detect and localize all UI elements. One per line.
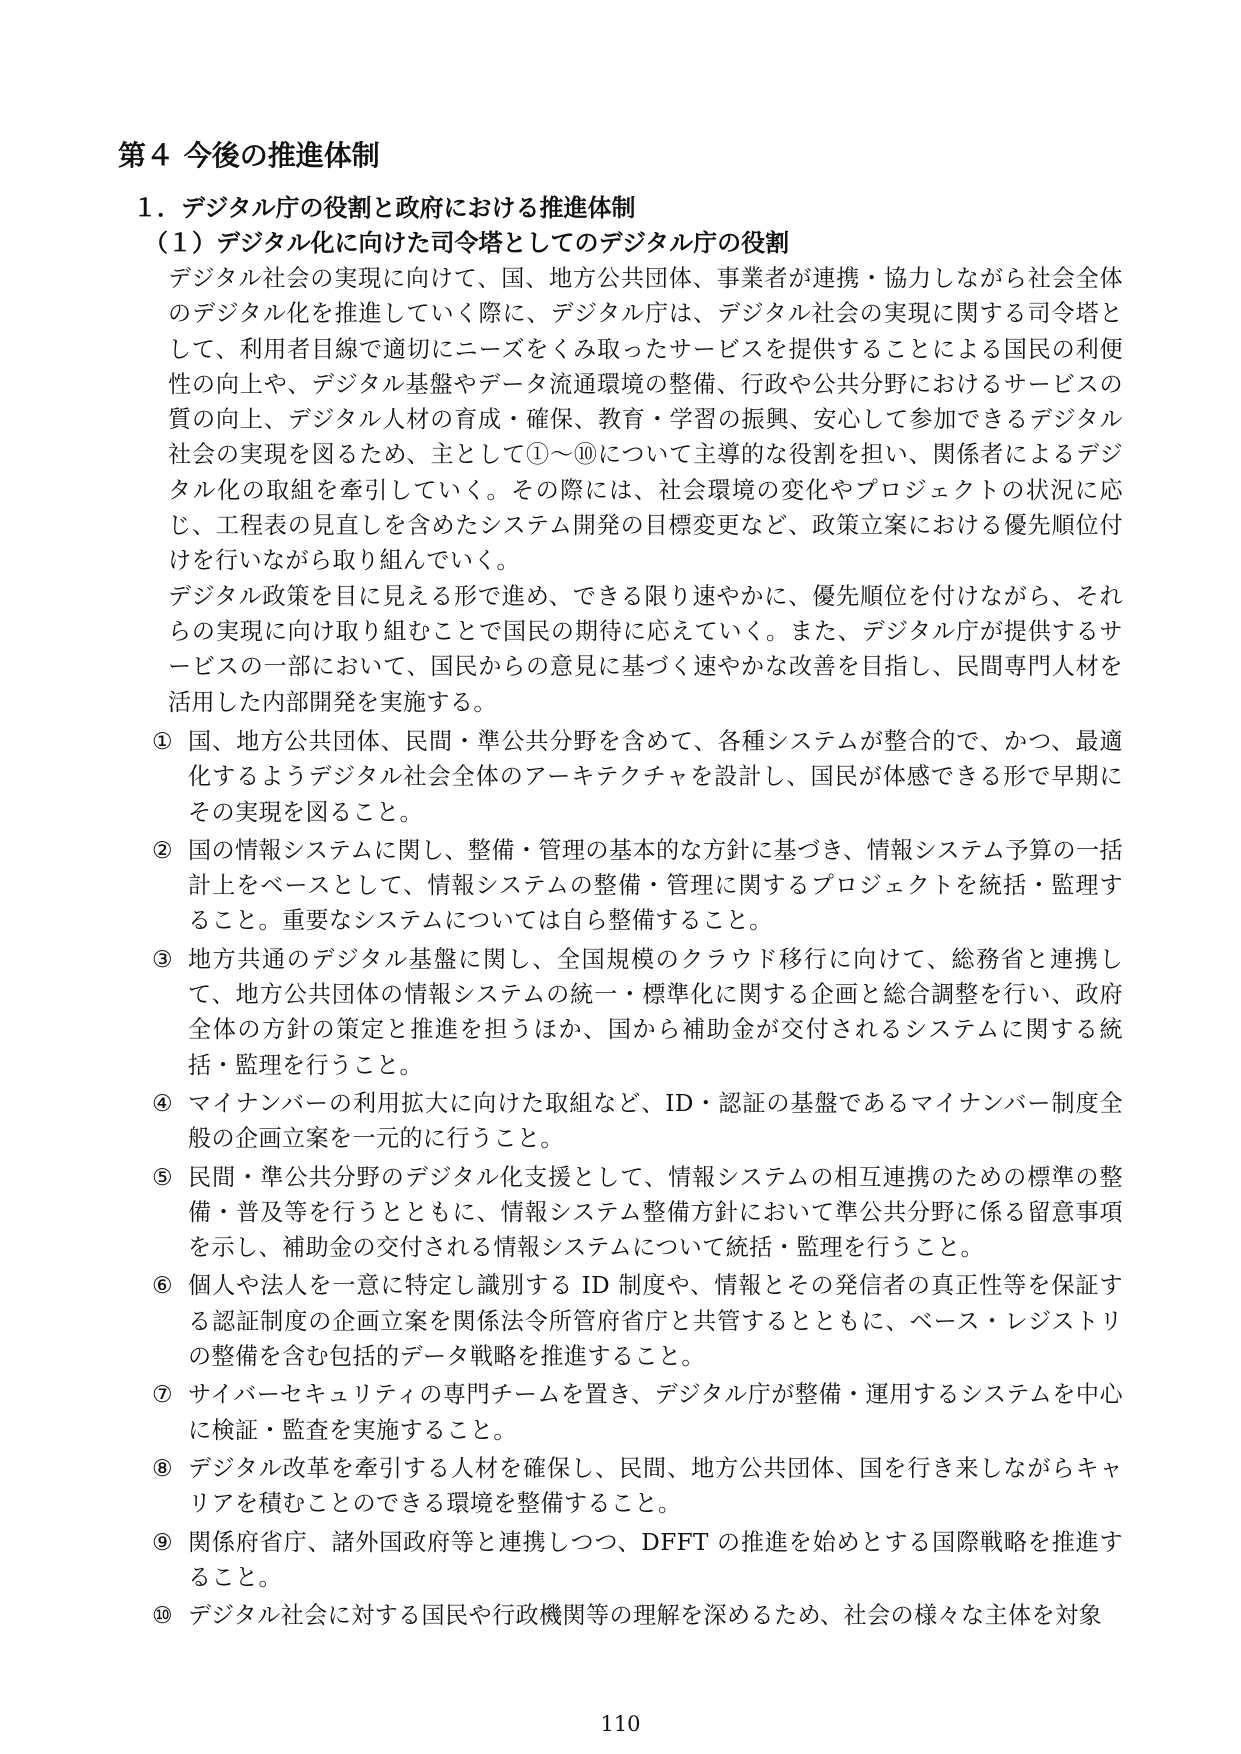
list-marker: ① — [152, 729, 174, 755]
paragraph: デジタル政策を目に見える形で進め、できる限り速やかに、優先順位を付けながら、それらの実現に向け取り組むことで国民の期待に応えていく。また、デジタル庁が提供するサービスの一部において、国民からの意見に基づく速やかな改善を目指し、民間専門人材を活用した内部開発を実施する。 — [168, 583, 1123, 716]
list-item — [152, 1526, 1123, 1597]
list-marker: ③ — [152, 946, 174, 973]
list-marker: ④ — [152, 1090, 174, 1117]
list-marker: ⑩ — [152, 1603, 174, 1630]
list-item-text: サイバーセキュリティの専門チームを置き、デジタル庁が整備・運用するシステムを中心に検証・監査を実施すること。 — [188, 1382, 1123, 1444]
paragraph: デジタル社会の実現に向けて、国、地方公共団体、事業者が連携・協力しながら社会全体のデジタル化を推進していく際に、デジタル庁は、デジタル社会の実現に関する司令塔として、利用者目線で適切にニーズをくみ取ったサービスを提供することによる国民の利便性の向上や、デジタル基盤やデータ流通環境の整備、行政や公共分野におけるサービスの質の向上、デジタル人材の育成・確保、教育・学習の振興、安心して参加できるデジタル社会の実現を図るため、主として①～⑩について主導的な役割を担い、関係者によるデジタル化の取組を牽引していく。その際には、社会環境の変化やプロジェクトの状況に応じ、工程表の見直しを含めたシステム開発の目標変更など、政策立案における優先順位付けを行いながら取り組んでいく。 — [168, 266, 1123, 575]
list-item — [152, 1161, 1123, 1267]
list-marker: ⑧ — [152, 1455, 174, 1482]
subsection-title: （１）デジタル化に向けた司令塔としてのデジタル庁の役割 — [144, 229, 790, 257]
list-item-text: マイナンバーの利用拡大に向けた取組など、ID・認証の基盤であるマイナンバー制度全般の企画立案を一元的に行うこと。 — [188, 1090, 1123, 1153]
list-item-text: 国の情報システムに関し、整備・管理の基本的な方針に基づき、情報システム予算の一括計上をベースとして、情報システムの整備・管理に関するプロジェクトを統括・監理すること。重要なシステムについては自ら整備すること。 — [188, 837, 1123, 935]
body-text — [168, 262, 1123, 721]
list-item-text: 個人や法人を一意に特定し識別する ID 制度や、情報とその発信者の真正性等を保証する認証制度の企画立案を関係法令所管府省庁と共管するとともに、ベース・レジストリの整備を含む包括的データ戦略を推進すること。 — [188, 1273, 1123, 1371]
section-title: １．デジタル庁の役割と政府における推進体制 — [133, 194, 636, 222]
list-item-text: 関係府省庁、諸外国政府等と連携しつつ、DFFT の推進を始めとする国際戦略を推進すること。 — [188, 1529, 1123, 1591]
list-item-text: 民間・準公共分野のデジタル化支援として、情報システムの相互連携のための標準の整備・普及等を行うとともに、情報システム整備方針において準公共分野に係る留意事項を示し、補助金の交付される情報システムについて統括・監理を行うこと。 — [188, 1164, 1123, 1262]
list-item — [152, 834, 1123, 940]
list-item-text: 地方共通のデジタル基盤に関し、全国規模のクラウド移行に向けて、総務省と連携して、地方公共団体の情報システムの統一・標準化に関する企画と総合調整を行い、政府全体の方針の策定と推進を担うほか、国から補助金が交付されるシステムに関する統括・監理を行うこと。 — [188, 946, 1123, 1079]
list-item — [152, 725, 1123, 831]
list-marker: ② — [152, 837, 174, 864]
list-item-text: 国、地方公共団体、民間・準公共分野を含めて、各種システムが整合的で、かつ、最適化するようデジタル社会全体のアーキテクチャを設計し、国民が体感できる形で早期にその実現を図ること。 — [188, 729, 1123, 826]
list-item — [152, 1452, 1123, 1523]
list-item-text: デジタル改革を牽引する人材を確保し、民間、地方公共団体、国を行き来しながらキャリアを積むことのできる環境を整備すること。 — [188, 1455, 1123, 1518]
chapter-title: 第４ 今後の推進体制 — [118, 139, 380, 172]
list-marker: ⑨ — [152, 1529, 174, 1556]
list-item — [152, 1087, 1123, 1158]
list-item — [152, 1378, 1123, 1449]
list-marker: ⑥ — [152, 1273, 174, 1300]
list-item-text: デジタル社会に対する国民や行政機関等の理解を深めるため、社会の様々な主体を対象 — [188, 1603, 1102, 1630]
page-number: 110 — [600, 1712, 641, 1736]
list-item — [152, 1599, 1123, 1634]
list-item — [152, 943, 1123, 1084]
role-list — [152, 725, 1123, 1637]
list-item — [152, 1269, 1123, 1375]
list-marker: ⑤ — [152, 1164, 174, 1191]
list-marker: ⑦ — [152, 1382, 174, 1409]
